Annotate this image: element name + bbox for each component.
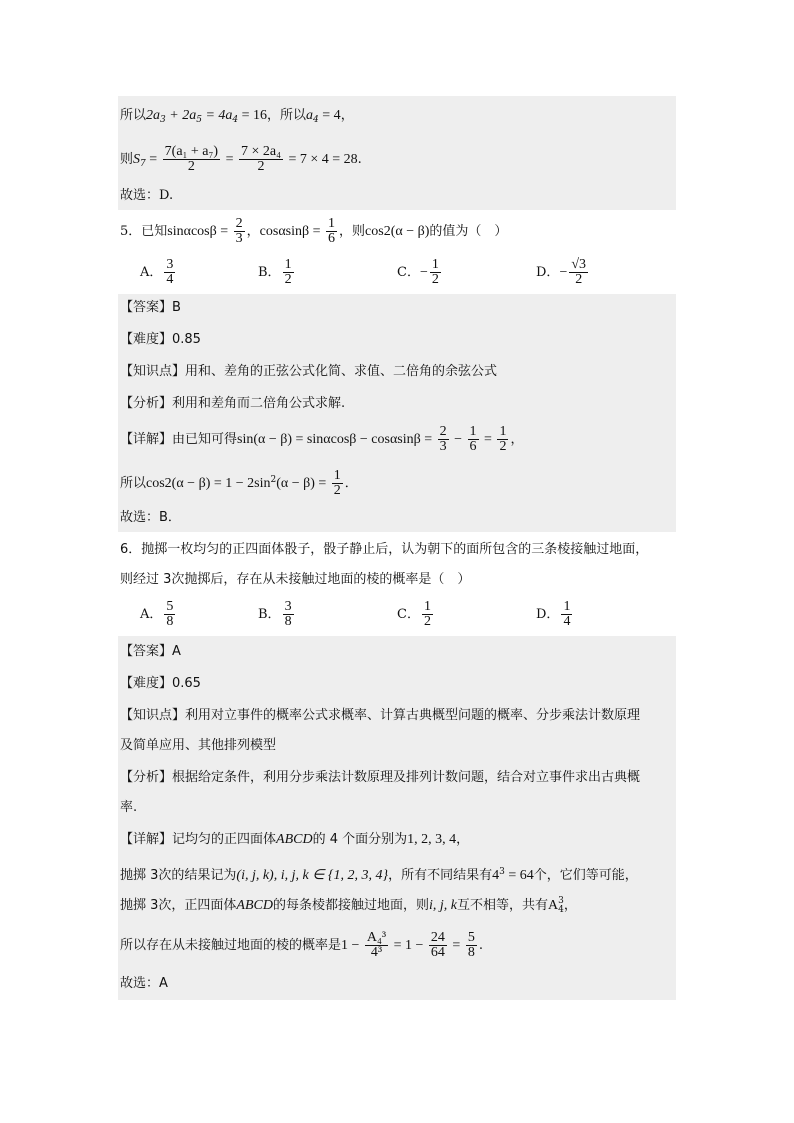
denominator: 2 <box>187 159 195 174</box>
q5-option-a <box>140 258 177 287</box>
numerator: 5 <box>467 930 475 945</box>
q5-option-d <box>536 258 590 287</box>
denominator: 2 <box>431 272 439 287</box>
math: 1, 2, 3, 4 <box>407 832 457 847</box>
text: 抛掷 3次，正四面体 <box>120 898 237 913</box>
math: − <box>559 265 568 280</box>
math: = 64 <box>504 868 534 883</box>
math: = 4a <box>201 108 233 123</box>
denominator: 2 <box>499 439 507 454</box>
q6-option-a <box>140 600 177 629</box>
text: 所以存在从未接触过地面的棱的概率是 <box>120 938 342 953</box>
denominator: 8 <box>467 945 475 960</box>
text: 的值为（ ） <box>429 224 508 239</box>
q5-option-b <box>258 258 296 287</box>
text: 5．已知 <box>120 224 168 239</box>
option-label: C． <box>397 607 420 622</box>
text: ， <box>246 224 260 239</box>
math: = 4 <box>318 108 341 123</box>
numerator: 2 <box>235 216 243 231</box>
numerator: 3 <box>166 257 174 272</box>
text: ， <box>510 432 524 447</box>
denominator: 4 <box>563 614 571 629</box>
q5-analysis: 【分析】利用和差角而二倍角公式求解. <box>120 396 346 411</box>
denominator: 2 <box>423 614 431 629</box>
q5-option-c <box>397 258 443 287</box>
subscript: 4 <box>232 115 239 125</box>
q4-line2 <box>120 144 362 180</box>
math: cos2(α − β) = 1 − 2sin <box>146 476 271 491</box>
q4-line1 <box>120 106 354 130</box>
math: (α − β) = <box>276 476 330 491</box>
denominator: 3 <box>439 439 447 454</box>
fraction <box>283 258 294 287</box>
fraction <box>429 931 447 960</box>
denominator: 6 <box>328 231 336 246</box>
q6-option-c <box>397 600 435 629</box>
numerator: 1 <box>431 257 439 272</box>
numerator: A₄³ <box>366 930 387 945</box>
math: = <box>145 152 161 167</box>
option-label: D． <box>536 607 560 622</box>
math: 2a <box>146 108 161 123</box>
denominator: 2 <box>284 272 292 287</box>
math: ABCD <box>236 898 273 913</box>
math: 1 − <box>341 938 363 953</box>
denominator: 3 <box>235 231 243 246</box>
text: 则 <box>120 152 134 167</box>
q6-stem-line1: 6．抛掷一枚均匀的正四面体骰子，骰子静止后，认为朝下的面所包含的三条棱接触过地面， <box>120 542 649 557</box>
math: cosαsinβ = <box>259 224 325 239</box>
numerator: 7 × 2a₄ <box>240 144 281 159</box>
numerator: 7(a₁ + a₇) <box>164 144 219 159</box>
subscript: 4 <box>313 115 319 125</box>
fraction <box>283 600 294 629</box>
superscript: 2 <box>270 475 277 485</box>
text: 所以 <box>120 108 147 123</box>
text: 【详解】记均匀的正四面体 <box>120 832 277 847</box>
option-label: A． <box>140 265 163 280</box>
fraction <box>422 600 433 629</box>
q6-option-b <box>258 600 296 629</box>
q6-difficulty: 【难度】0.65 <box>120 676 201 691</box>
numerator: 24 <box>430 930 445 945</box>
q6-analysis-line1: 【分析】根据给定条件，利用分步乘法计数原理及排列计数问题，结合对立事件求出古典概 <box>120 770 641 785</box>
math: S <box>133 152 141 167</box>
text: 的 4 个面分别为 <box>312 832 408 847</box>
fraction <box>561 600 572 629</box>
text: 抛掷 3次的结果记为 <box>120 868 237 883</box>
fraction <box>468 425 479 454</box>
fraction <box>164 600 175 629</box>
fraction <box>438 425 449 454</box>
numerator: √3 <box>571 257 587 272</box>
text: 的每条棱都接触过地面，则 <box>272 898 429 913</box>
denominator: 2 <box>257 159 265 174</box>
q6-stem-line2: 则经过 3次抛掷后，存在从未接触过地面的棱的概率是（ ） <box>120 572 471 587</box>
numerator: 2 <box>439 424 447 439</box>
denominator: 4³ <box>370 945 383 960</box>
math: cos2(α − β) <box>365 224 430 239</box>
q6-analysis-line2: 率. <box>120 800 138 815</box>
math: (i, j, k), i, j, k ∈ {1, 2, 3, 4} <box>236 868 389 883</box>
fraction <box>365 931 388 960</box>
text: ，所有不同结果有 <box>388 868 493 883</box>
subscript: 7 <box>140 159 146 169</box>
superscript: 3 <box>558 895 564 906</box>
q6-answer: 【答案】A <box>120 644 181 659</box>
text: 【详解】由已知可得 <box>120 432 238 447</box>
fraction <box>332 469 343 498</box>
q5-stem <box>120 216 507 248</box>
math: A <box>548 898 559 913</box>
option-label: B． <box>258 265 281 280</box>
option-label: B． <box>258 607 281 622</box>
math: − <box>419 265 428 280</box>
text: 个，它们等可能， <box>533 868 638 883</box>
fraction <box>569 258 588 287</box>
fraction <box>430 258 441 287</box>
option-label: D． <box>536 265 560 280</box>
math: = <box>480 432 496 447</box>
math: sinαcosβ = <box>167 224 232 239</box>
numerator: 5 <box>166 599 174 614</box>
q4-result: 故选：D. <box>120 188 174 203</box>
text: ， <box>563 898 577 913</box>
text: . <box>478 938 483 953</box>
fraction <box>466 931 477 960</box>
q6-result: 故选：A <box>120 976 168 991</box>
math: = <box>448 938 464 953</box>
numerator: 1 <box>423 599 431 614</box>
q5-detail <box>120 424 523 456</box>
math: 4 <box>492 868 500 883</box>
q5-difficulty: 【难度】0.85 <box>120 332 201 347</box>
numerator: 1 <box>563 599 571 614</box>
denominator: 64 <box>430 945 445 960</box>
fraction <box>164 258 175 287</box>
numerator: 3 <box>284 599 292 614</box>
fraction <box>239 145 283 174</box>
math: sin(α − β) = sinαcosβ − cosαsinβ = <box>237 432 436 447</box>
numerator: 1 <box>328 216 336 231</box>
fraction <box>326 217 337 246</box>
text: ， <box>456 832 470 847</box>
denominator: 2 <box>333 483 341 498</box>
q6-detail-line4 <box>120 928 483 964</box>
numerator: 1 <box>499 424 507 439</box>
math: = 1 − <box>390 938 427 953</box>
fraction <box>497 425 508 454</box>
q5-answer: 【答案】B <box>120 300 181 315</box>
math: a <box>306 108 314 123</box>
denominator: 8 <box>166 614 174 629</box>
option-label: A． <box>140 607 163 622</box>
denominator: 2 <box>575 272 583 287</box>
numerator: 1 <box>469 424 477 439</box>
fraction <box>234 217 245 246</box>
q5-result: 故选：B． <box>120 510 181 525</box>
math: − <box>450 432 466 447</box>
q6-knowledge-line2: 及简单应用、其他排列模型 <box>120 738 277 753</box>
math: = <box>222 152 237 167</box>
q6-detail-line1 <box>120 830 469 850</box>
superscript: 3 <box>499 867 505 877</box>
fraction <box>163 145 220 174</box>
text: ，则 <box>339 224 366 239</box>
q6-option-d <box>536 600 574 629</box>
text: 互不相等，共有 <box>456 898 548 913</box>
subscript: 5 <box>196 115 202 125</box>
text: 所以 <box>120 476 147 491</box>
denominator: 8 <box>284 614 292 629</box>
math: = 7 × 4 = 28 <box>284 152 358 167</box>
q6-detail-line3 <box>120 896 577 916</box>
subscript: 3 <box>160 115 166 125</box>
math: = 16 <box>238 108 268 123</box>
math: ABCD <box>276 832 313 847</box>
q5-knowledge: 【知识点】用和、差角的正弦公式化简、求值、二倍角的余弦公式 <box>120 364 498 379</box>
numerator: 1 <box>333 468 341 483</box>
text: . <box>357 152 362 167</box>
numerator: 1 <box>284 257 292 272</box>
q5-so <box>120 464 358 500</box>
denominator: 6 <box>469 439 477 454</box>
option-label: C． <box>397 265 420 280</box>
q6-knowledge-line1: 【知识点】利用对立事件的概率公式求概率、计算古典概型问题的概率、分步乘法计数原理 <box>120 708 641 723</box>
q6-detail-line2 <box>120 862 638 886</box>
text: ， <box>340 108 354 123</box>
math: + 2a <box>165 108 197 123</box>
text: ，所以 <box>267 108 307 123</box>
math: i, j, k <box>428 898 457 913</box>
subscript: 4 <box>558 904 564 915</box>
denominator: 4 <box>166 272 174 287</box>
text: ． <box>344 476 358 491</box>
